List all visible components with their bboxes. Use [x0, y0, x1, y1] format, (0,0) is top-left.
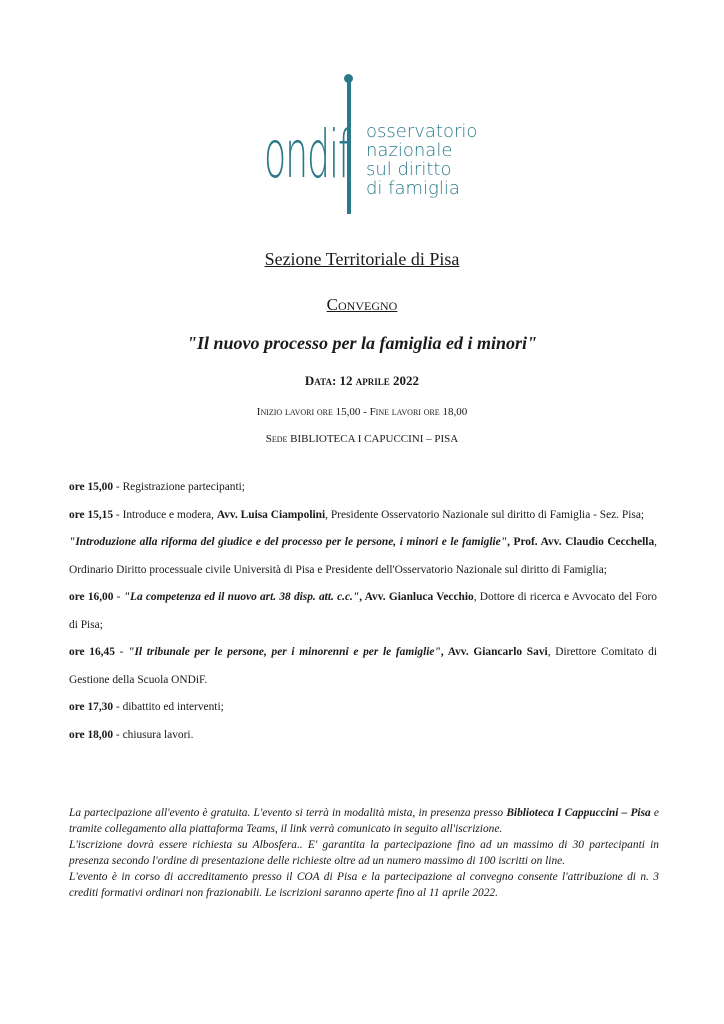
- program-speaker: , Avv. Giancarlo Savi: [440, 646, 548, 658]
- program-time: ore 16,00: [69, 591, 114, 603]
- note-paragraph: L'iscrizione dovrà essere richiesta su Albosfera.. E' garantita la partecipazione fino ad un massimo di 30 partecipanti in presenza secondo l'ordine di presentazione delle richieste oltre ad un numero massimo di 100 iscritti on line.: [69, 839, 659, 867]
- event-date: Data: 12 aprile 2022: [304, 373, 420, 388]
- program-item: [69, 694, 657, 722]
- ondif-logo: [258, 74, 488, 214]
- program-time: ore 18,00: [69, 728, 114, 741]
- program-time: ore 15,00: [69, 481, 114, 493]
- program-item: [69, 639, 657, 694]
- program-talk-title: "Introduzione alla riforma del giudice e del processo per le persone, i minori e le famiglie": [69, 536, 508, 548]
- event-hours: Inizio lavori ore 15,00 - Fine lavori ore 18,00: [256, 406, 468, 418]
- participation-notes: [69, 805, 659, 901]
- program-text: - Introduce e modera,: [113, 508, 217, 521]
- program-text: , Dottore di ricerca e Avvocato del Foro di Pisa;: [69, 591, 657, 631]
- program-text: - Registrazione partecipanti;: [113, 481, 245, 493]
- convegno-heading: Convegno: [326, 295, 398, 314]
- program-talk-title: "Il tribunale per le persone, per i minorenni e per le famiglie": [128, 646, 441, 658]
- logo-tagline-line: di famiglia: [366, 178, 460, 199]
- section-title: Sezione Territoriale di Pisa: [264, 249, 460, 269]
- program-text: -: [113, 591, 124, 603]
- program-time: ore 16,45: [69, 646, 115, 658]
- note-paragraph: L'evento è in corso di accreditamento presso il COA di Pisa e la partecipazione al convegno consente l'attribuzione di n. 3 crediti formativi ordinari non frazionabili. Le iscrizioni saranno aperte fino al 11 aprile 2022.: [69, 871, 659, 899]
- program-item: [69, 584, 657, 639]
- program-text: , Direttore Comitato di Gestione della Scuola ONDiF.: [69, 646, 657, 686]
- program-text: , Ordinario Diritto processuale civile Università di Pisa e Presidente dell'Osservatorio Nazionale sul diritto di Famiglia;: [69, 536, 658, 576]
- event-venue: Sede BIBLIOTECA I CAPUCCINI – PISA: [265, 433, 459, 445]
- program-text: -: [114, 646, 129, 658]
- program-speaker: , Prof. Avv. Claudio Cecchella: [507, 536, 655, 548]
- program-speaker: , Avv. Gianluca Vecchio: [359, 591, 474, 603]
- program-speaker: Avv. Luisa Ciampolini: [216, 508, 326, 521]
- note-text: La partecipazione all'evento è gratuita. L'evento si terrà in modalità mista, in presenza presso: [69, 807, 507, 819]
- logo-wordmark: ondif: [264, 116, 350, 193]
- program-item: [69, 722, 657, 750]
- program-item: [69, 502, 657, 530]
- logo-tagline: [366, 122, 477, 198]
- note-text: e tramite collegamento alla piattaforma Teams, il link verrà comunicato in seguito all'iscrizione.: [69, 807, 659, 835]
- program-time: ore 17,30: [69, 701, 114, 713]
- note-paragraph: [69, 805, 659, 837]
- logo-tagline-line: sul diritto: [366, 159, 452, 180]
- program-time: ore 15,15: [69, 508, 114, 521]
- program-text: - chiusura lavori.: [113, 728, 194, 741]
- note-venue: Biblioteca I Cappuccini – Pisa: [506, 807, 651, 819]
- program-text: - dibattito ed interventi;: [113, 701, 224, 713]
- event-title: "Il nuovo processo per la famiglia ed i minori": [187, 333, 537, 353]
- program-talk-title: "La competenza ed il nuovo art. 38 disp. att. c.c.": [123, 591, 360, 603]
- logo-tagline-line: nazionale: [366, 140, 453, 161]
- program: [69, 474, 657, 749]
- program-text: , Presidente Osservatorio Nazionale sul diritto di Famiglia - Sez. Pisa;: [325, 508, 645, 521]
- program-item: [69, 529, 657, 584]
- program-item: [69, 474, 657, 502]
- logo-tagline-line: osservatorio: [366, 121, 478, 142]
